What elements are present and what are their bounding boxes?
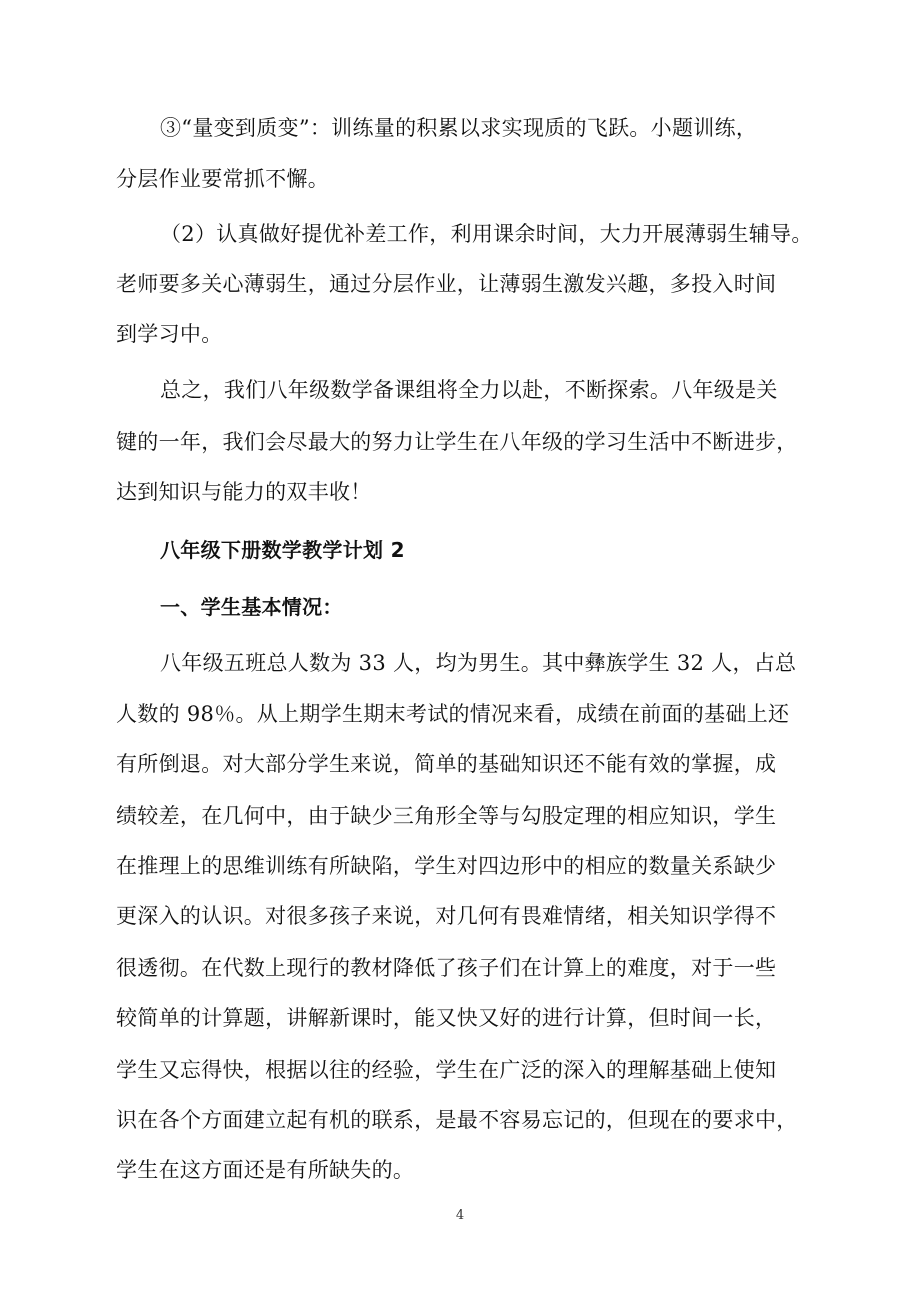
paragraph-line: 识在各个方面建立起有机的联系，是最不容易忘记的，但现在的要求中， <box>116 1108 798 1132</box>
section-heading: 一、学生基本情况： <box>160 595 343 619</box>
paragraph-line: （2）认真做好提优补差工作，利用课余时间，大力开展薄弱生辅导。 <box>160 222 813 246</box>
paragraph-line: 学生在这方面还是有所缺失的。 <box>116 1158 415 1182</box>
page-number: 4 <box>455 1208 465 1223</box>
paragraph-line: 达到知识与能力的双丰收！ <box>116 480 372 504</box>
paragraph-line: 更深入的认识。对很多孩子来说，对几何有畏难情绪，相关知识学得不 <box>116 904 777 928</box>
paragraph-line: 较简单的计算题，讲解新课时，能又快又好的进行计算，但时间一长， <box>116 1006 777 1030</box>
paragraph-line: 分层作业要常抓不懈。 <box>116 167 329 191</box>
paragraph-line: 老师要多关心薄弱生，通过分层作业，让薄弱生激发兴趣，多投入时间 <box>116 272 777 296</box>
paragraph-line: 有所倒退。对大部分学生来说，简单的基础知识还不能有效的掌握，成 <box>116 752 777 776</box>
paragraph-line: 在推理上的思维训练有所缺陷，学生对四边形中的相应的数量关系缺少 <box>116 854 777 878</box>
section-title: 八年级下册数学教学计划 2 <box>160 538 405 562</box>
paragraph-line: 学生又忘得快，根据以往的经验，学生在广泛的深入的理解基础上使知 <box>116 1058 777 1082</box>
paragraph-line: 很透彻。在代数上现行的教材降低了孩子们在计算上的难度，对于一些 <box>116 956 777 980</box>
paragraph-line: 到学习中。 <box>116 322 223 346</box>
paragraph-line: ③“量变到质变”：训练量的积累以求实现质的飞跃。小题训练， <box>160 116 758 140</box>
paragraph-line: 总之，我们八年级数学备课组将全力以赴，不断探索。八年级是关 <box>160 378 778 402</box>
paragraph-line: 键的一年，我们会尽最大的努力让学生在八年级的学习生活中不断进步， <box>116 430 798 454</box>
paragraph-line: 八年级五班总人数为 33 人，均为男生。其中彝族学生 32 人，占总 <box>160 651 797 675</box>
paragraph-line: 人数的 98％。从上期学生期末考试的情况来看，成绩在前面的基础上还 <box>116 702 790 726</box>
paragraph-line: 绩较差，在几何中，由于缺少三角形全等与勾股定理的相应知识，学生 <box>116 804 777 828</box>
